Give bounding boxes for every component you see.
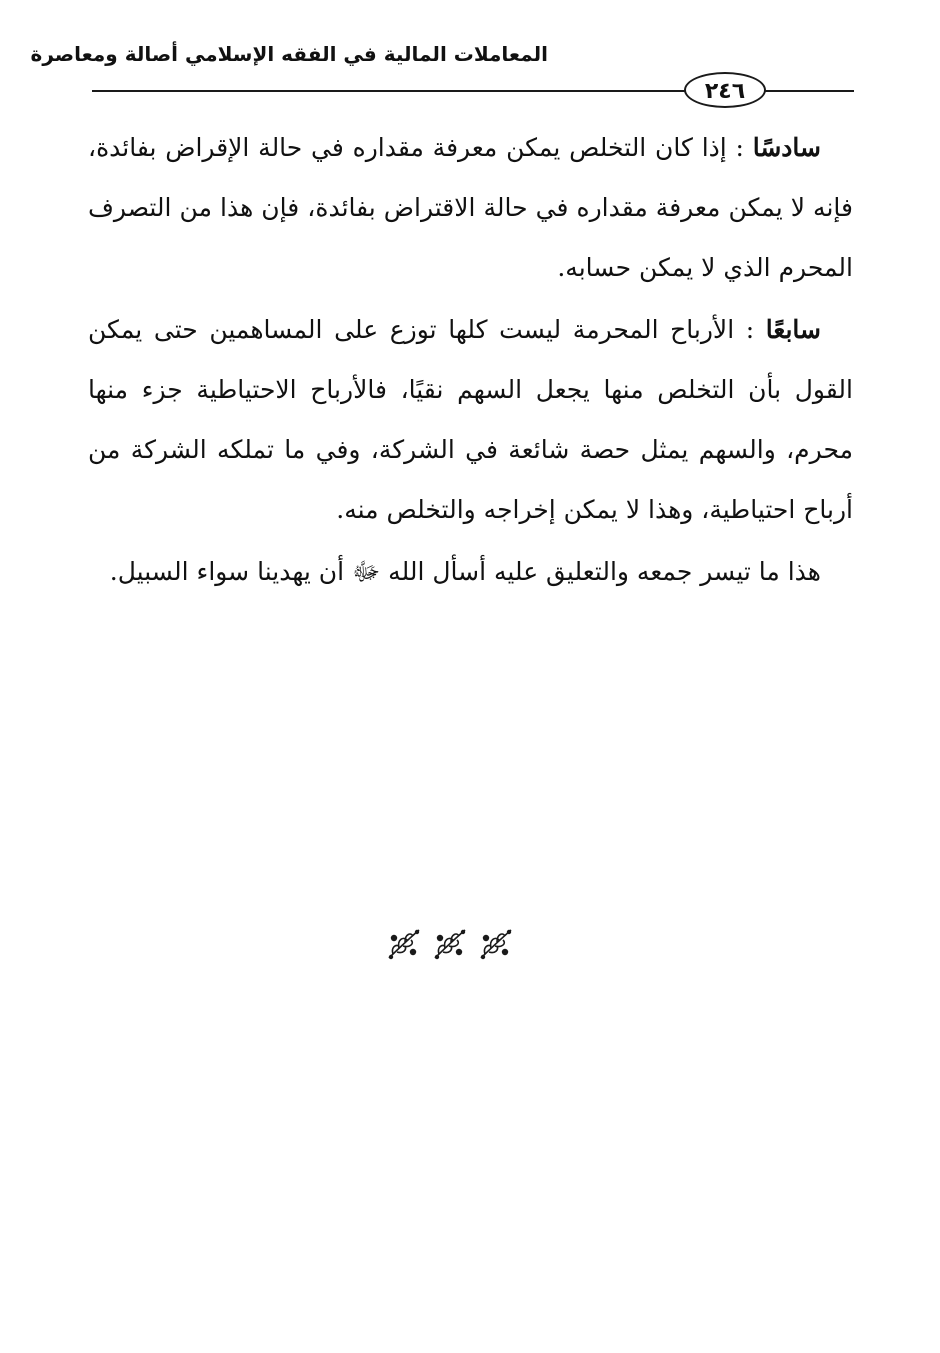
- floral-ornament-icon: [477, 926, 515, 962]
- body-text: [88, 118, 853, 602]
- floral-ornament-icon: [431, 926, 469, 962]
- paragraph-body: : الأرباح المحرمة ليست كلها توزع على المساهمين حتى يمكن القول بأن التخلص منها يجعل السهم نقيًا، فالأرباح الاحتياطية جزء منها محرم، والسهم يمثل حصة شائعة في الشركة، وفي ما تملكه الشركة من أرباح احتياطية، وهذا لا يمكن إخراجه والتخلص منه.: [88, 315, 853, 524]
- closing-sentence: هذا ما تيسر جمعه والتعليق عليه أسأل الله ﷻ أن يهدينا سواء السبيل.: [109, 557, 821, 586]
- floral-ornament-icon: [385, 926, 423, 962]
- paragraph-lead: سادسًا: [752, 133, 821, 162]
- page-number-badge: ٢٤٦: [684, 72, 766, 108]
- paragraph-body: : إذا كان التخلص يمكن معرفة مقداره في حالة الإقراض بفائدة، فإنه لا يمكن معرفة مقداره في حالة الاقتراض بفائدة، فإن هذا من التصرف المحرم الذي لا يمكن حسابه.: [88, 133, 853, 282]
- paragraph-seventh: [88, 300, 853, 540]
- running-header-title: المعاملات المالية في الفقه الإسلامي أصالة ومعاصرة: [30, 42, 548, 66]
- section-end-ornament: [385, 926, 515, 962]
- paragraph-lead: سابعًا: [765, 315, 821, 344]
- paragraph-sixth: [88, 118, 853, 298]
